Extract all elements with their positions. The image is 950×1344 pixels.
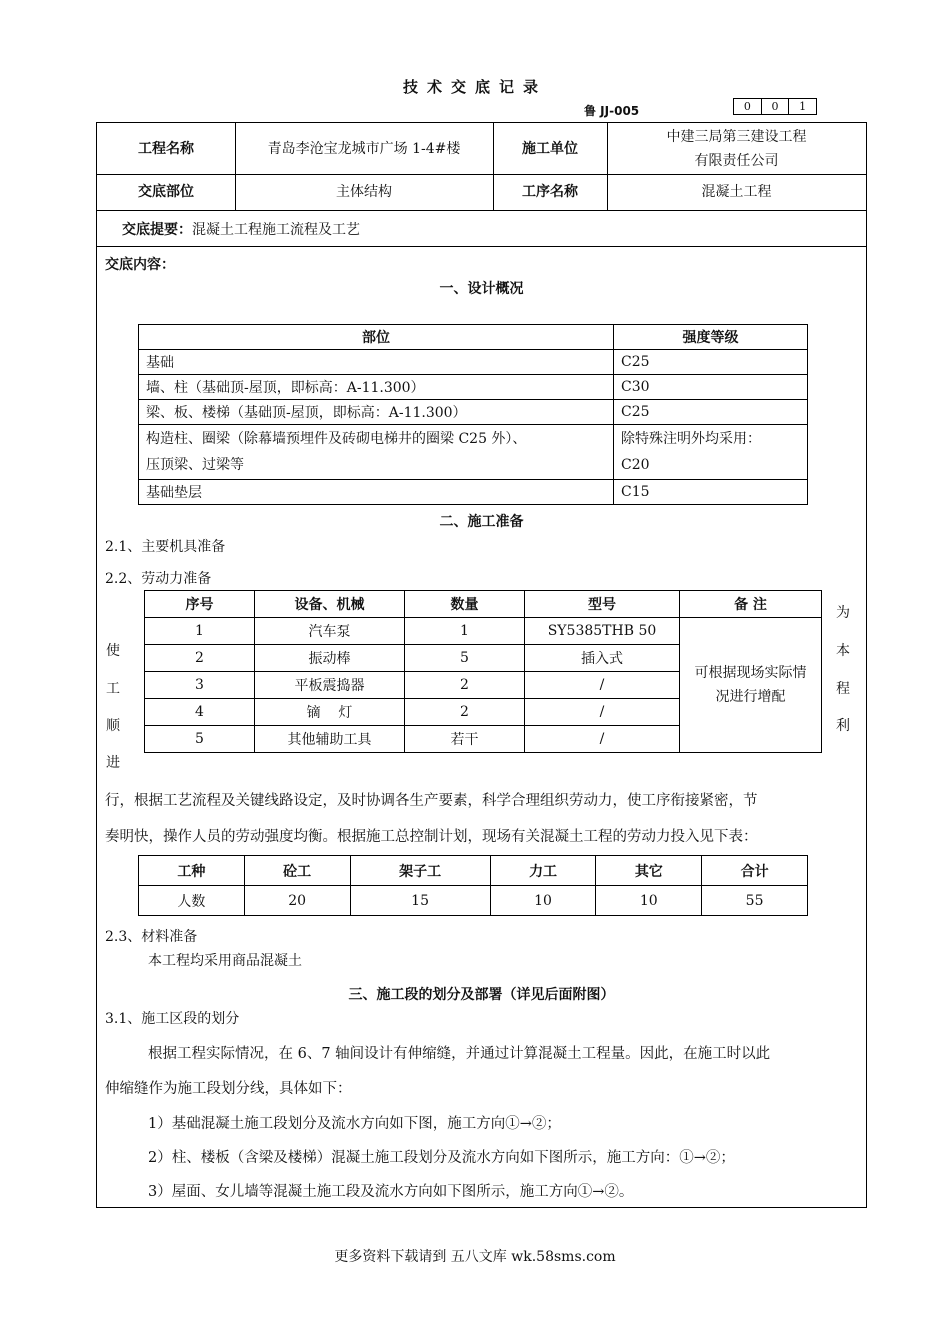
part-value: 主体结构 bbox=[336, 184, 392, 200]
serial-digit: 1 bbox=[799, 100, 807, 113]
wrapped-char: 进 bbox=[106, 755, 120, 771]
paragraph-line: 行，根据工艺流程及关键线路设定，及时协调各生产要素，科学合理组织劳动力，使工序衔接紧密，节 bbox=[105, 793, 758, 809]
equipment-cell: 镝 灯 bbox=[255, 699, 405, 726]
subsection-title: 3.1、施工区段的划分 bbox=[105, 1011, 240, 1027]
process-value: 混凝土工程 bbox=[701, 184, 772, 200]
list-item: 3）屋面、女儿墙等混凝土施工段及流水方向如下图所示，施工方向①→②。 bbox=[148, 1184, 634, 1200]
summary-row bbox=[122, 219, 360, 239]
part-cell: 墙、柱（基础顶-屋顶，即标高：A-11.300） bbox=[139, 375, 614, 400]
grade-cell: C25 bbox=[614, 400, 808, 425]
equipment-cell: 汽车泵 bbox=[255, 618, 405, 645]
wrapped-char: 使 bbox=[106, 643, 120, 659]
wrapped-char: 本 bbox=[836, 643, 850, 659]
model-cell: 插入式 bbox=[525, 645, 680, 672]
wrapped-char: 工 bbox=[106, 681, 120, 697]
table-header-row bbox=[145, 591, 822, 618]
list-item: 2）柱、楼板（含梁及楼梯）混凝土施工段划分及流水方向如下图所示，施工方向：①→②； bbox=[148, 1150, 735, 1166]
column-header: 砼工 bbox=[244, 856, 350, 886]
document-title: 技术交底记录 bbox=[402, 78, 547, 96]
column-header: 力工 bbox=[490, 856, 596, 886]
wrapped-char: 为 bbox=[836, 605, 850, 621]
column-header: 强度等级 bbox=[614, 325, 808, 350]
grade-cell: C15 bbox=[614, 480, 808, 505]
labor-cell: 20 bbox=[244, 886, 350, 916]
column-header: 其它 bbox=[596, 856, 702, 886]
paragraph-line: 伸缩缝作为施工段划分线，具体如下： bbox=[105, 1081, 352, 1097]
equipment-cell: 其他辅助工具 bbox=[255, 726, 405, 753]
divider bbox=[97, 210, 866, 211]
part-line: 构造柱、圈梁（除幕墙预埋件及砖砌电梯井的圈梁 C25 外）、 bbox=[146, 431, 527, 447]
grade-cell: C25 bbox=[614, 350, 808, 375]
serial-digit: 0 bbox=[762, 99, 790, 114]
column-header: 序号 bbox=[145, 591, 255, 618]
seq-cell: 1 bbox=[145, 618, 255, 645]
wrapped-char: 利 bbox=[836, 718, 850, 734]
wrapped-char: 顺 bbox=[106, 718, 120, 734]
design-table bbox=[138, 324, 808, 505]
seq-cell: 5 bbox=[145, 726, 255, 753]
project-name-value: 青岛李沧宝龙城市广场 1-4#楼 bbox=[267, 140, 461, 157]
part-cell bbox=[139, 425, 614, 480]
quantity-cell: 2 bbox=[405, 672, 525, 699]
table-row bbox=[139, 400, 808, 425]
note-cell bbox=[680, 618, 822, 753]
column-header: 设备、机械 bbox=[255, 591, 405, 618]
model-cell: / bbox=[525, 699, 680, 726]
serial-digit: 0 bbox=[734, 99, 762, 114]
model-cell: SY5385THB 50 bbox=[525, 618, 680, 645]
document-number: 鲁 JJ-005 bbox=[584, 104, 640, 118]
table-row bbox=[139, 480, 808, 505]
quantity-cell: 2 bbox=[405, 699, 525, 726]
column-header: 数量 bbox=[405, 591, 525, 618]
summary-label: 交底提要： bbox=[122, 222, 192, 238]
labor-cell: 55 bbox=[702, 886, 808, 916]
part-cell: 基础垫层 bbox=[139, 480, 614, 505]
section-heading: 三、施工段的划分及部署（详见后面附图） bbox=[348, 987, 615, 1003]
footer-link-text: 更多资料下载请到 五八文库 wk.58sms.com bbox=[334, 1249, 616, 1265]
labor-cell: 10 bbox=[596, 886, 702, 916]
contractor-line: 中建三局第三建设工程 bbox=[666, 128, 807, 145]
material-text: 本工程均采用商品混凝土 bbox=[148, 953, 302, 969]
table-header-row bbox=[139, 856, 808, 886]
model-cell: / bbox=[525, 672, 680, 699]
column-header: 架子工 bbox=[350, 856, 490, 886]
seq-cell: 3 bbox=[145, 672, 255, 699]
table-row bbox=[139, 425, 808, 480]
column-header: 工种 bbox=[139, 856, 245, 886]
paragraph-line: 根据工程实际情况，在 6、7 轴间设计有伸缩缝，并通过计算混凝土工程量。因此，在施工时以此 bbox=[148, 1046, 771, 1062]
table-row bbox=[145, 618, 822, 645]
grade-line: C20 bbox=[621, 457, 650, 473]
list-item: 1）基础混凝土施工段划分及流水方向如下图，施工方向①→②； bbox=[148, 1116, 561, 1132]
contractor-line: 有限责任公司 bbox=[694, 152, 779, 169]
quantity-cell: 若干 bbox=[405, 726, 525, 753]
column-header: 部位 bbox=[139, 325, 614, 350]
labor-cell: 15 bbox=[350, 886, 490, 916]
table-row bbox=[139, 375, 808, 400]
subsection-title: 2.1、主要机具准备 bbox=[105, 539, 226, 555]
subsection-title: 2.2、劳动力准备 bbox=[105, 571, 212, 587]
subsection-title: 2.3、材料准备 bbox=[105, 929, 198, 945]
model-cell: / bbox=[525, 726, 680, 753]
grade-cell: C30 bbox=[614, 375, 808, 400]
note-line: 可根据现场实际情 bbox=[694, 665, 807, 681]
grade-line: 除特殊注明外均采用： bbox=[621, 431, 761, 447]
grade-cell bbox=[614, 425, 808, 480]
equipment-table bbox=[144, 590, 822, 753]
part-label: 交底部位 bbox=[138, 184, 194, 200]
quantity-cell: 5 bbox=[405, 645, 525, 672]
project-name-label: 工程名称 bbox=[138, 140, 194, 157]
section-heading: 二、施工准备 bbox=[439, 514, 524, 530]
summary-value: 混凝土工程施工流程及工艺 bbox=[192, 222, 360, 238]
table-row bbox=[139, 886, 808, 916]
column-header: 型号 bbox=[525, 591, 680, 618]
note-line: 况进行增配 bbox=[715, 689, 786, 705]
labor-cell: 人数 bbox=[139, 886, 245, 916]
content-label: 交底内容： bbox=[105, 257, 175, 273]
part-cell: 基础 bbox=[139, 350, 614, 375]
column-header: 备 注 bbox=[680, 591, 822, 618]
seq-cell: 2 bbox=[145, 645, 255, 672]
seq-cell: 4 bbox=[145, 699, 255, 726]
wrapped-char: 程 bbox=[836, 681, 850, 697]
labor-table bbox=[138, 855, 808, 916]
part-cell: 梁、板、楼梯（基础顶-屋顶，即标高：A-11.300） bbox=[139, 400, 614, 425]
divider bbox=[97, 246, 866, 247]
contractor-value bbox=[607, 123, 866, 174]
labor-cell: 10 bbox=[490, 886, 596, 916]
part-line: 压顶梁、过梁等 bbox=[146, 457, 244, 473]
process-label: 工序名称 bbox=[522, 184, 578, 200]
table-header-row bbox=[139, 325, 808, 350]
column-header: 合计 bbox=[702, 856, 808, 886]
contractor-label: 施工单位 bbox=[522, 140, 578, 157]
paragraph-line: 奏明快，操作人员的劳动强度均衡。根据施工总控制计划，现场有关混凝土工程的劳动力投入见下表： bbox=[105, 829, 758, 845]
section-heading: 一、设计概况 bbox=[439, 281, 524, 297]
quantity-cell: 1 bbox=[405, 618, 525, 645]
equipment-cell: 平板震捣器 bbox=[255, 672, 405, 699]
table-row bbox=[139, 350, 808, 375]
serial-number-box bbox=[733, 98, 817, 115]
equipment-cell: 振动棒 bbox=[255, 645, 405, 672]
